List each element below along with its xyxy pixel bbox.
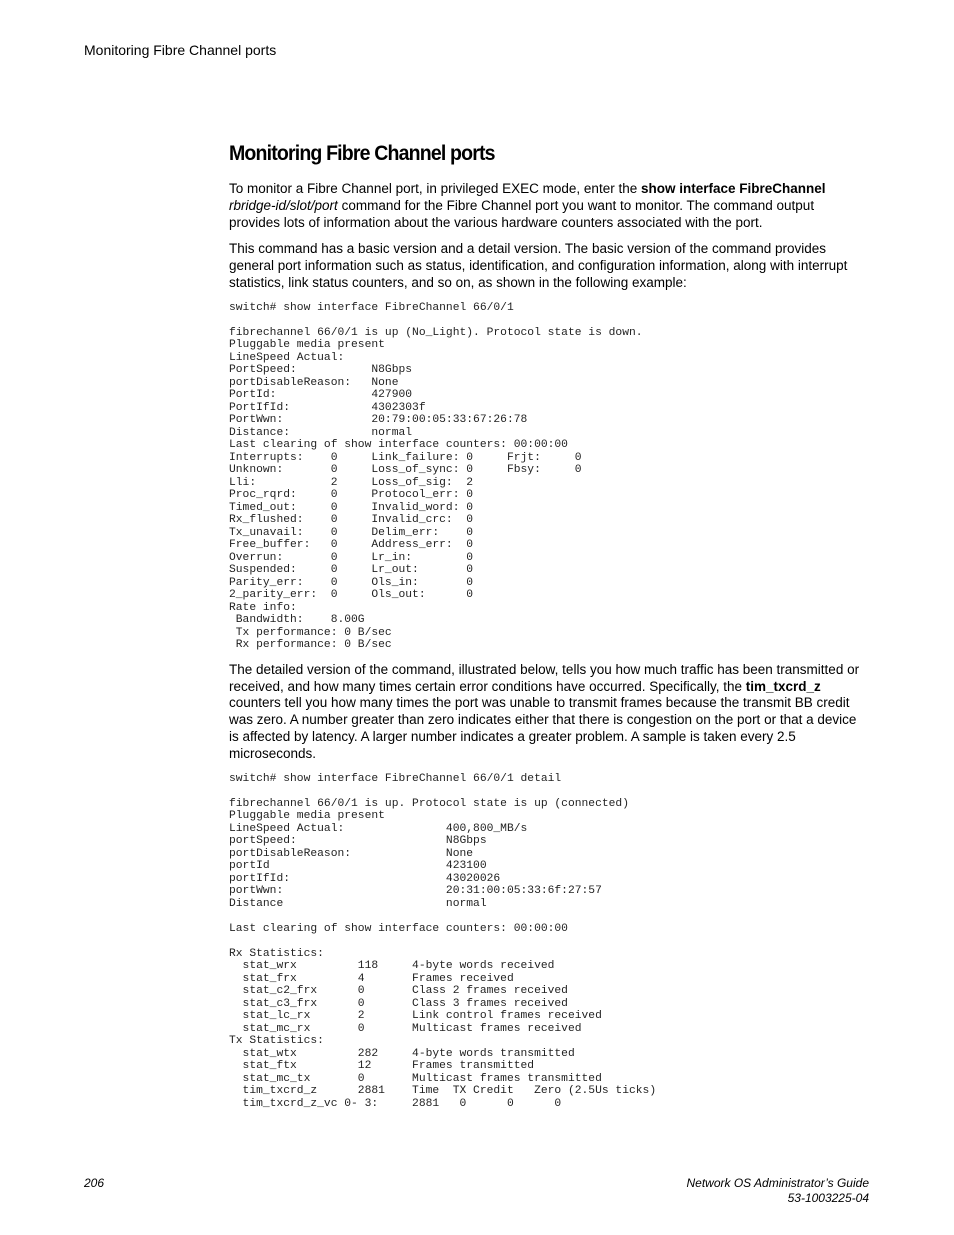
doc-title: Network OS Administrator’s Guide xyxy=(686,1176,869,1190)
basic-command-output: switch# show interface FibreChannel 66/0/1 fibrechannel 66/0/1 is up (No_Light). Protocol state is down. Pluggable media present LineSpeed Actual: PortSpeed: N8Gbps portDisableReason: None PortId: 427900 PortIfId: 4302303f PortWwn: 20:79:00:05:33:67:26:78 Distance: normal Last clearing of show interface counters: 00:00:00 Interrupts: 0 Link_failure: 0 Frjt: 0 Unknown: 0 Loss_of_sync: 0 Fbsy: 0 Lli: 2 Loss_of_sig: 2 Proc_rqrd: 0 Protocol_err: 0 Timed_out: 0 Invalid_word: 0 Rx_flushed: 0 Invalid_crc: 0 Tx_unavail: 0 Delim_err: 0 Free_buffer: 0 Address_err: 0 Overrun: 0 Lr_in: 0 Suspended: 0 Lr_out: 0 Parity_err: 0 Ols_in: 0 2_parity_err: 0 Ols_out: 0 Rate info: Bandwidth: 8.00G Tx performance: 0 B/sec Rx performance: 0 B/sec xyxy=(229,301,643,652)
counter-name: tim_txcrd_z xyxy=(745,678,821,694)
detail-command-output: switch# show interface FibreChannel 66/0/1 detail fibrechannel 66/0/1 is up. Protocol state is up (connected) Pluggable media present LineSpeed Actual: 400,800_MB/s portSpeed: N8Gbps portDisableReason: None portId 423100 portIfId: 43020026 portWwn: 20:31:00:05:33:6f:27:57 Distance normal Last clearing of show interface counters: 00:00:00 Rx Statistics: stat_wrx 118 4-byte words received stat_frx 4 Frames received stat_c2_frx 0 Class 2 frames received stat_c3_frx 0 Class 3 frames received stat_lc_rx 2 Link control frames received stat_mc_rx 0 Multicast frames received Tx Statistics: stat_wtx 282 4-byte words transmitted stat_ftx 12 Frames transmitted stat_mc_tx 0 Multicast frames transmitted tim_txcrd_z 2881 Time TX Credit Zero (2.5Us ticks) tim_txcrd_z_vc 0- 3: 2881 0 0 0 xyxy=(229,772,657,1110)
detail-version-paragraph xyxy=(229,662,863,763)
main-content xyxy=(229,141,863,1120)
page-number: 206 xyxy=(84,1176,105,1190)
basic-version-paragraph: This command has a basic version and a detail version. The basic version of the command provides general port information such as status, identification, and configuration information, along with interrupt statistics, link status counters, and so on, as shown in the following example: xyxy=(229,241,848,290)
section-title: Monitoring Fibre Channel ports xyxy=(229,142,495,165)
intro-text-1: To monitor a Fibre Channel port, in privileged EXEC mode, enter the xyxy=(229,181,641,196)
intro-text-2: command for the Fibre Channel port you want to monitor. The command output provides lots of information about the various hardware counters associated with the port. xyxy=(229,197,815,230)
command-name: show interface FibreChannel xyxy=(640,181,826,196)
detail-text-2: counters tell you how many times the port was unable to transmit frames because the transmit BB credit was zero. A number greater than zero indicates either that there is congestion on the port or that a device is affected by latency. A larger number indicates a greater problem. A sample is taken every 2.5 microseconds. xyxy=(229,695,857,761)
footer-doc-info xyxy=(686,1176,869,1206)
command-argument: rbridge-id/slot/port xyxy=(229,197,338,213)
running-header: Monitoring Fibre Channel ports xyxy=(84,42,277,58)
detail-text-1: The detailed version of the command, illustrated below, tells you how much traffic has been transmitted or received, and how many times certain error conditions have occurred. Specifically, the xyxy=(229,661,860,694)
doc-number: 53-1003225-04 xyxy=(787,1191,869,1205)
intro-paragraph xyxy=(229,181,863,231)
